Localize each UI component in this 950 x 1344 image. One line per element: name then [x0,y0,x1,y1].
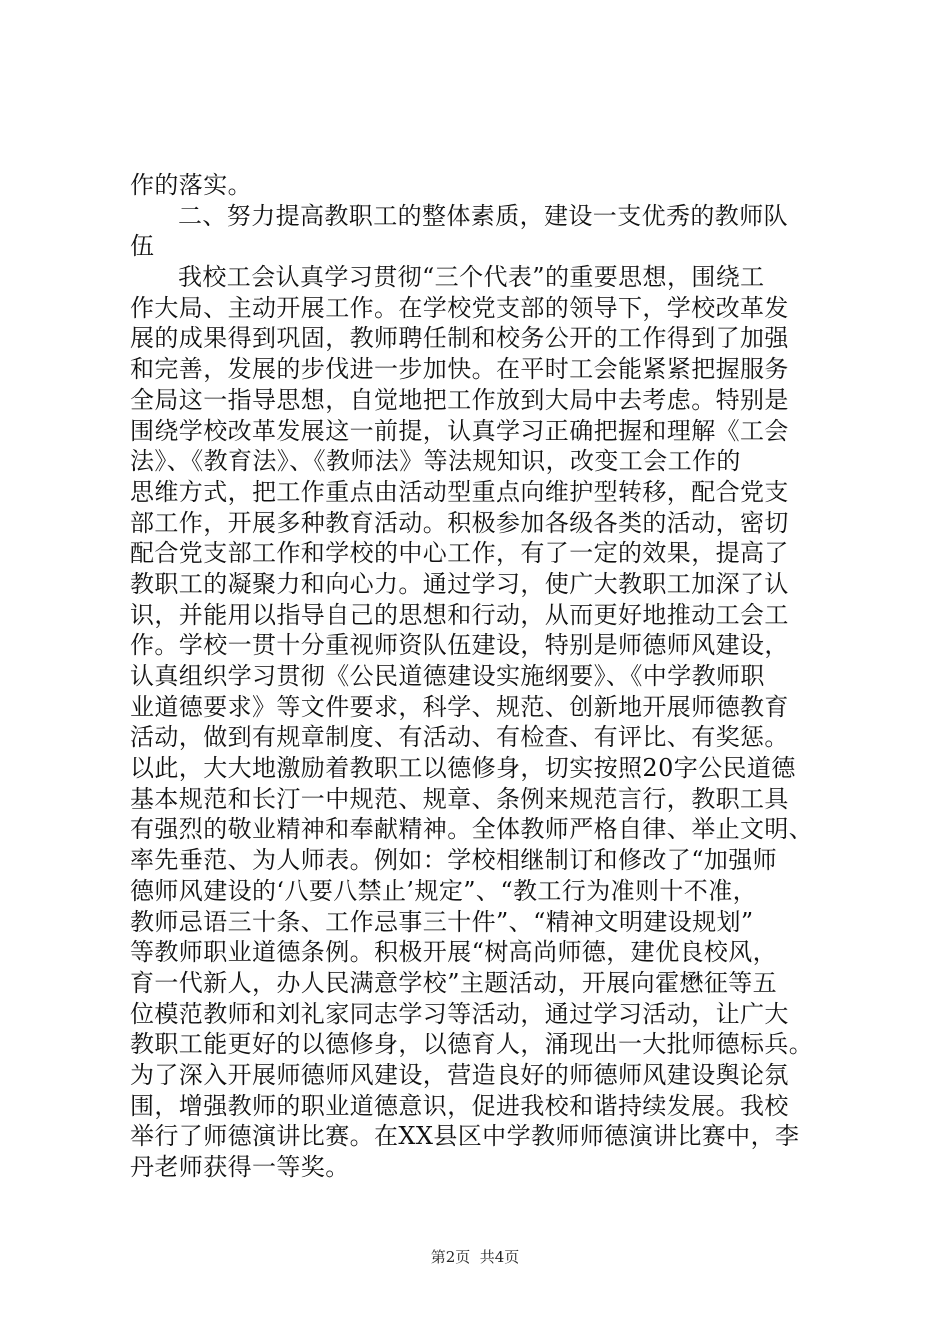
text-line: 教职工能更好的以德修身，以德育人，涌现出一大批师德标兵。 [130,1030,814,1059]
text-line: 部工作，开展多种教育活动。积极参加各级各类的活动，密切 [130,508,789,537]
text-line: 等教师职业道德条例。积极开展“树高尚师德，建优良校风， [130,938,778,967]
text-line: 思维方式，把工作重点由活动型重点向维护型转移，配合党支 [130,477,789,506]
text-line: 活动，做到有规章制度、有活动、有检查、有评比、有奖惩。 [130,723,789,752]
text-line: 识，并能用以指导自己的思想和行动，从而更好地推动工会工 [130,600,789,629]
text-line: 丹老师获得一等奖。 [130,1153,350,1181]
text-line: 有强烈的敬业精神和奉献精神。全体教师严格自律、举止文明、 [130,815,814,844]
section-heading-continuation: 伍 [130,232,155,261]
text-line: 作的落实。 [130,171,252,199]
text-line: 围绕学校改革发展这一前提，认真学习正确把握和理解《工会 [130,416,789,445]
text-line: 和完善，发展的步伐进一步加快。在平时工会能紧紧把握服务 [130,355,789,384]
text-line: 业道德要求》等文件要求，科学、规范、创新地开展师德教育 [130,692,789,721]
text-line: 教职工的凝聚力和向心力。通过学习，使广大教职工加深了认 [130,569,789,598]
text-line: 全局这一指导思想，自觉地把工作放到大局中去考虑。特别是 [130,385,789,414]
text-line: 以此，大大地激励着教职工以德修身，切实按照20字公民道德 [130,754,796,783]
text-line: 作。学校一贯十分重视师资队伍建设，特别是师德师风建设， [130,631,789,660]
document-body [130,170,850,1183]
page-number-footer: 第2页 共4页 [430,1248,520,1266]
text-line: 德师风建设的‘八要八禁止’规定”、“教工行为准则十不准， [130,876,757,905]
text-line: 位模范教师和刘礼家同志学习等活动，通过学习活动，让广大 [130,999,789,1028]
text-line: 围，增强教师的职业道德意识，促进我校和谐持续发展。我校 [130,1091,789,1120]
text-line: 为了深入开展师德师风建设，营造良好的师德师风建设舆论氛 [130,1060,789,1089]
section-heading: 二、努力提高教职工的整体素质，建设一支优秀的教师队 [178,201,788,230]
text-line: 举行了师德演讲比赛。在XX县区中学教师师德演讲比赛中，李 [130,1122,800,1151]
text-line: 育一代新人，办人民满意学校”主题活动，开展向霍懋征等五 [130,968,778,997]
text-line: 认真组织学习贯彻《公民道德建设实施纲要》、《中学教师职 [130,662,765,690]
text-line: 率先垂范、为人师表。例如：学校相继制订和修改了“加强师 [130,846,778,875]
text-line: 配合党支部工作和学校的中心工作，有了一定的效果，提高了 [130,539,789,568]
text-line: 作大局、主动开展工作。在学校党支部的领导下，学校改革发 [130,293,789,322]
text-line: 教师忌语三十条、工作忌事三十件”、“精神文明建设规划” [130,907,754,936]
paragraph-first-line: 我校工会认真学习贯彻“三个代表”的重要思想，围绕工 [178,263,765,292]
text-line: 展的成果得到巩固，教师聘任制和校务公开的工作得到了加强 [130,324,789,353]
text-line: 法》、《教育法》、《教师法》等法规知识，改变工会工作的 [130,447,741,476]
text-line: 基本规范和长汀一中规范、规章、条例来规范言行，教职工具 [130,784,789,813]
